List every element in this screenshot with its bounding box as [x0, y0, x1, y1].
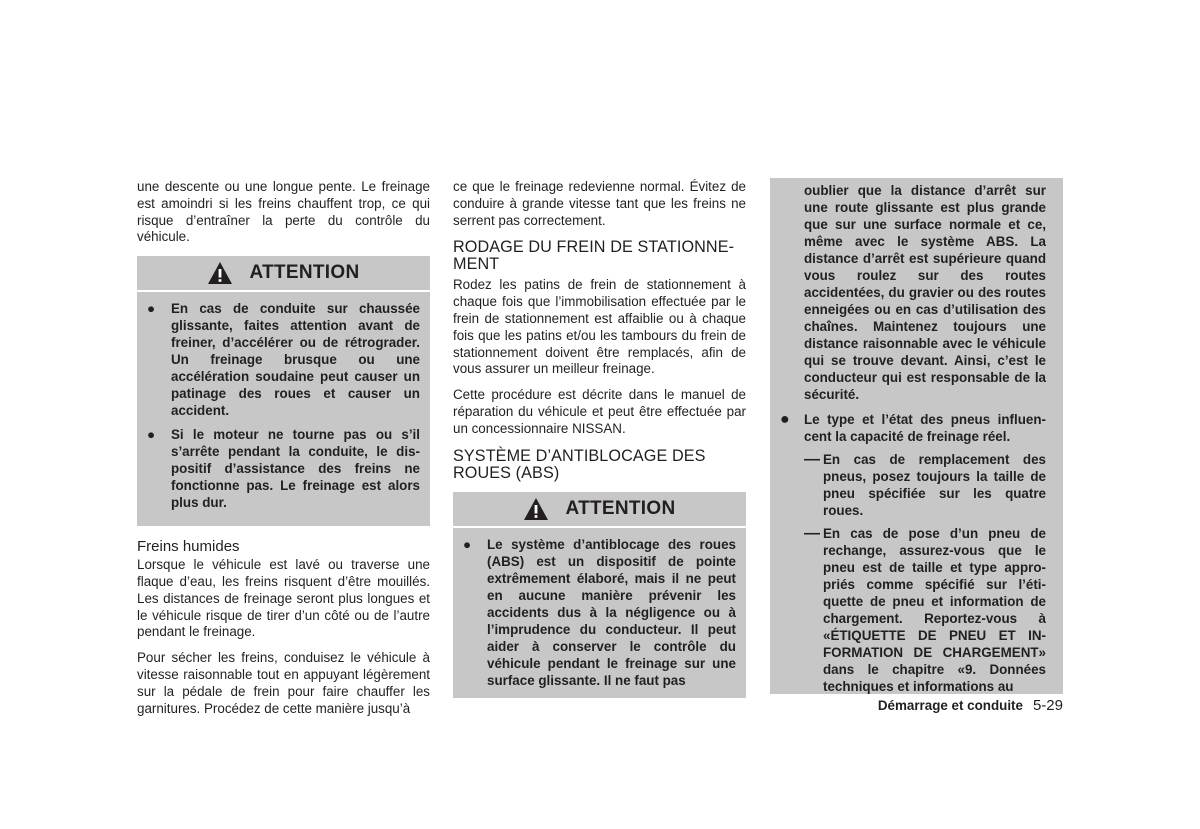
warning-header [137, 256, 430, 292]
warning-box [453, 492, 746, 698]
paragraph: Rodez les patins de frein de stationnement à chaque fois que l’immobilisation effectuée par le frein de stationnement est affaiblie ou à chaque fois que les patins et/ou les tambours du frein de stationnement doivent être remplacés, afin de vous assurer un meilleur freinage. [453, 277, 746, 377]
warning-list [453, 528, 746, 689]
warning-title: ATTENTION [249, 262, 360, 284]
page-number: 5-29 [1032, 697, 1063, 714]
subheading-wet-brakes: Freins humides [137, 538, 240, 556]
warning-item-text: En cas de conduite sur chaussée glissante, faites attention avant de freiner, d’accélérer ou de rétrograder. Un freinage brusque ou une accélération soudaine peut causer un patinage des roues et causer un accident. [171, 301, 420, 419]
section-heading: RODAGE DU FREIN DE STATIONNEMENT [453, 238, 734, 274]
warning-continuation [770, 178, 1063, 694]
column-left [137, 179, 430, 726]
bullet-icon: ● [147, 427, 156, 443]
dash-icon: — [804, 451, 820, 468]
warning-box [137, 256, 430, 526]
footer-section-title: Démarrage et conduite [877, 698, 1023, 713]
paragraph: Lorsque le véhicule est lavé ou traverse une flaque d’eau, les freins risquent d’être mouillés. Les distances de freinage seront plus longues et le véhicule risque de tirer d’un côté ou de l’autre pendant le freinage. [137, 557, 430, 640]
warning-item [780, 411, 1046, 445]
bullet-icon: ● [147, 301, 156, 317]
page-footer [840, 697, 1063, 715]
paragraph: Cette procédure est décrite dans le manuel de réparation du véhicule et peut être effectuée par un concessionnaire NISSAN. [453, 387, 746, 436]
column-right [770, 178, 1063, 694]
dash-item [804, 525, 1046, 695]
warning-item-text: Si le moteur ne tourne pas ou s’il s’arrête pendant la conduite, le dispositif d’assistance des freins ne fonctionne pas. Le freinage est alors plus dur. [171, 427, 420, 511]
section-heading: SYSTÈME D’ANTIBLOCAGE DES ROUES (ABS) [453, 446, 706, 482]
warning-continuation-text: oublier que la distance d’arrêt sur une route glissante est plus grande que sur une surface normale et ce, même avec le système ABS. La distance d’arrêt est supérieure quand vous roulez sur des routes accidentées, du gravier ou des routes enneigées ou en cas d’utilisation des chaînes. Maintenez toujours une distance raisonnable avec le véhicule qui se trouve devant. Ainsi, c’est le conducteur qui est responsable de la sécurité. [804, 183, 1046, 402]
warning-list [137, 292, 430, 511]
dash-item-text: En cas de pose d’un pneu de rechange, assurez-vous que le pneu est de taille et type appropriés comme spécifié sur l’étiquette de pneu et information de chargement. Reportez-vous à «ÉTIQUETTE DE PNEU ET INFORMATION DE CHARGEMENT» dans le chapitre «9. Données techniques et informations au [823, 526, 1046, 694]
warning-item [463, 536, 736, 689]
bullet-icon: ● [463, 536, 472, 552]
dash-icon: — [804, 525, 820, 542]
paragraph-intro: une descente ou une longue pente. Le freinage est amoindri si les freins chauffent trop, ce qui risque d’entraîner la perte du contrôle du véhicule. [137, 179, 430, 245]
warning-item-text: Le système d’antiblocage des roues (ABS) est un dispositif de pointe extrêmement élaboré, mais il ne peut en aucune manière prévenir les accidents dus à la négligence ou à l’imprudence du conducteur. Il peut aider à conserver le contrôle du véhicule pendant le freinage sur une surface glissante. Il ne faut pas [487, 536, 736, 688]
warning-item [147, 300, 420, 419]
paragraph-intro: ce que le freinage redevienne normal. Évitez de conduire à grande vitesse tant que les freins ne serrent pas correctement. [453, 179, 746, 228]
warning-item [147, 426, 420, 511]
dash-item [804, 451, 1046, 519]
bullet-icon: ● [780, 411, 790, 428]
warning-triangle-icon [207, 261, 233, 285]
paragraph: Pour sécher les freins, conduisez le véhicule à vitesse raisonnable tout en appuyant légèrement sur la pédale de frein pour faire chauffer les garnitures. Procédez de cette manière jusqu’à [137, 650, 430, 716]
warning-title: ATTENTION [565, 497, 676, 519]
warning-item-text: Le type et l’état des pneus influencent la capacité de freinage réel. [804, 412, 1046, 444]
dash-item-text: En cas de remplacement des pneus, posez toujours la taille de pneu spécifiée sur les quatre roues. [823, 452, 1046, 518]
column-middle [453, 179, 746, 698]
warning-triangle-icon [523, 497, 549, 521]
warning-header [453, 492, 746, 528]
